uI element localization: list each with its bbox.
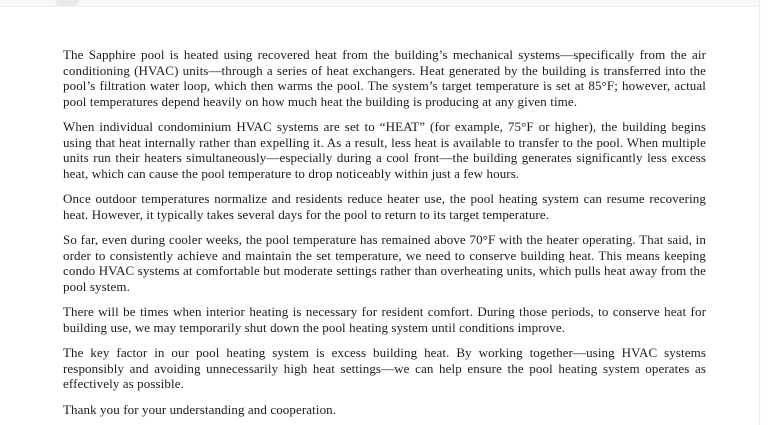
scrollbar-track[interactable] (759, 0, 768, 425)
paragraph-pool-heating-overview: The Sapphire pool is heated using recovered heat from the building’s mechanical systems—specifically from the air conditioning (HVAC) units—through a series of heat exchangers. Heat generated by the building is transferred into the pool’s filtration water loop, which then warms the pool. The system’s target temperature is set at 85°F; however, actual pool temperatures depend heavily on how much heat the building is producing at any given time. (63, 47, 706, 109)
browser-edge-strip (0, 0, 768, 7)
paragraph-temporary-shutdown: There will be times when interior heating is necessary for resident comfort. During those periods, to conserve heat for building use, we may temporarily shut down the pool heating system until conditions improve. (63, 304, 706, 335)
paragraph-key-factor: The key factor in our pool heating system is excess building heat. By working together—using HVAC systems responsibly and avoiding unnecessarily high heat settings—we can help ensure the pool heating system operates as effectively as possible. (63, 345, 706, 391)
paragraph-recovery-time: Once outdoor temperatures normalize and residents reduce heater use, the pool heating system can resume recovering heat. However, it typically takes several days for the pool to return to its target temperature. (63, 191, 706, 222)
paragraph-conserve-building-heat: So far, even during cooler weeks, the pool temperature has remained above 70°F with the heater operating. That said, in order to consistently achieve and maintain the set temperature, we need to conserve building heat. This means keeping condo HVAC systems at comfortable but moderate settings rather than overheating units, which pulls heat away from the pool system. (63, 232, 706, 294)
paragraph-hvac-heat-mode: When individual condominium HVAC systems are set to “HEAT” (for example, 75°F or higher), the building begins using that heat internally rather than expelling it. As a result, less heat is available to transfer to the pool. When multiple units run their heaters simultaneously—especially during a cool front—the building generates significantly less excess heat, which can cause the pool temperature to drop noticeably within just a few hours. (63, 119, 706, 181)
paragraph-thank-you: Thank you for your understanding and cooperation. (63, 401, 337, 417)
browser-tab-remnant (55, 0, 79, 6)
